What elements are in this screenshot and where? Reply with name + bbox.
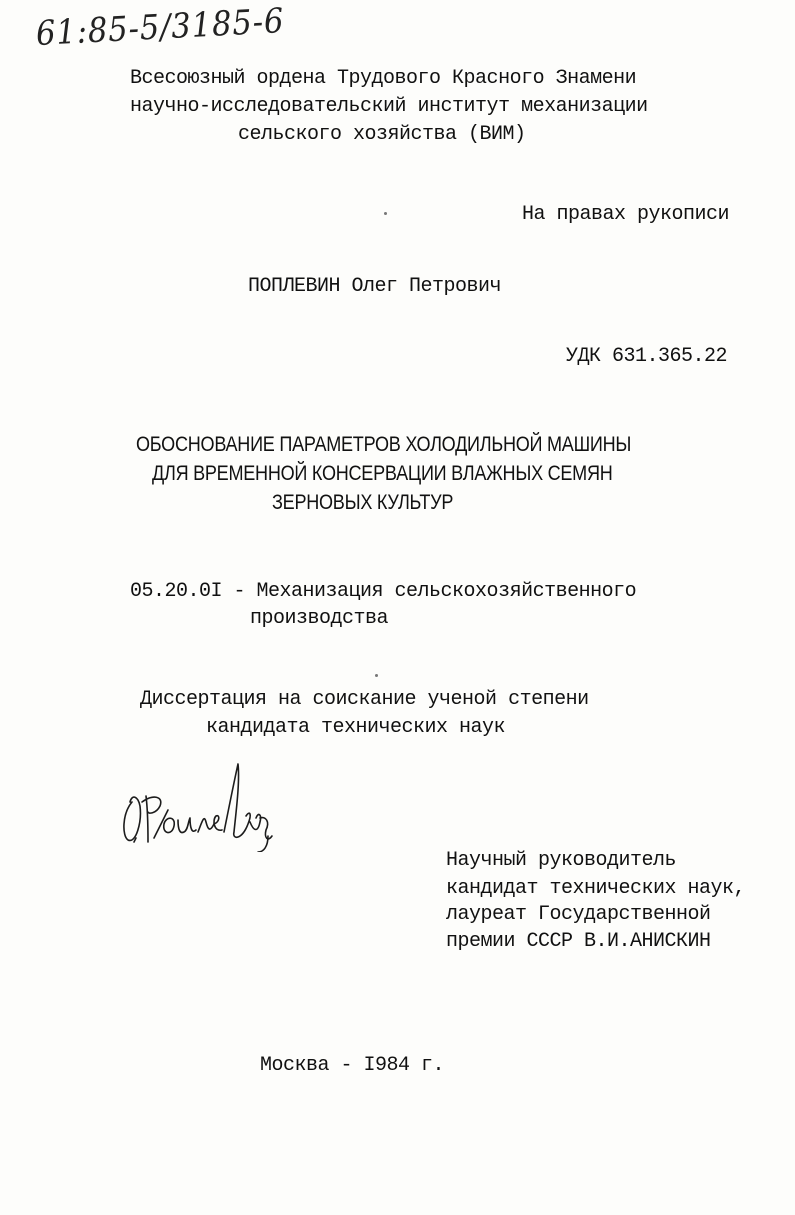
archive-number: 61:85-5/3185-6 bbox=[34, 1, 286, 54]
rights-note: На правах рукописи bbox=[522, 203, 730, 226]
author-name: ПОПЛЕВИН Олег Петрович bbox=[248, 275, 502, 298]
place-year: Москва - I984 г. bbox=[260, 1054, 445, 1077]
degree-line-1: Диссертация на соискание ученой степени bbox=[140, 688, 589, 711]
supervisor-line-1: Научный руководитель bbox=[446, 849, 677, 872]
supervisor-line-3: лауреат Государственной bbox=[446, 903, 711, 926]
institute-line-3: сельского хозяйства (ВИМ) bbox=[238, 123, 526, 146]
title-line-2: ДЛЯ ВРЕМЕННОЙ КОНСЕРВАЦИИ ВЛАЖНЫХ СЕМЯН bbox=[152, 462, 613, 485]
supervisor-line-2: кандидат технических наук, bbox=[446, 877, 746, 900]
institute-line-1: Всесоюзный ордена Трудового Красного Знамени bbox=[130, 67, 637, 90]
supervisor-line-4: премии СССР В.И.АНИСКИН bbox=[446, 930, 711, 953]
scan-speck bbox=[375, 674, 378, 677]
title-line-1: ОБОСНОВАНИЕ ПАРАМЕТРОВ ХОЛОДИЛЬНОЙ МАШИНЫ bbox=[136, 433, 632, 456]
institute-line-2: научно-исследовательский институт механизации bbox=[130, 95, 648, 118]
specialty-line-1: 05.20.0I - Механизация сельскохозяйственного bbox=[130, 580, 637, 603]
udc-code: УДК 631.365.22 bbox=[566, 345, 728, 368]
degree-line-2: кандидата технических наук bbox=[206, 716, 506, 739]
title-line-3: ЗЕРНОВЫХ КУЛЬТУР bbox=[272, 491, 454, 514]
scan-speck bbox=[384, 212, 387, 215]
specialty-line-2: производства bbox=[250, 607, 389, 630]
author-signature bbox=[118, 752, 298, 852]
